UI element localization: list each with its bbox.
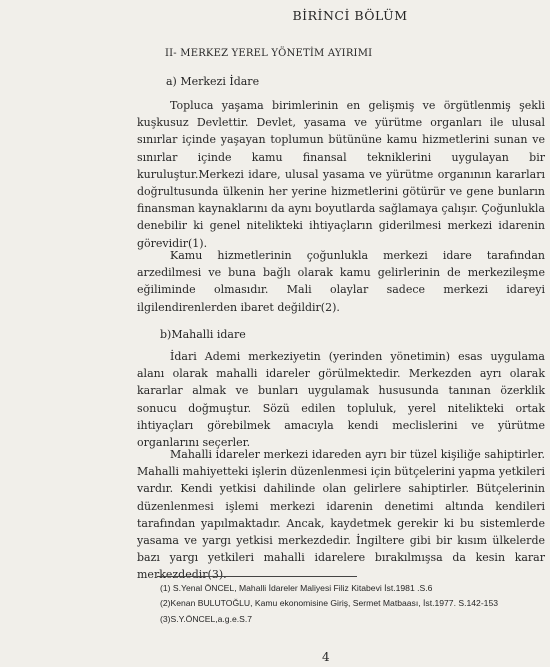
chapter-heading: BİRİNCİ BÖLÜM [292,8,408,23]
footnotes [160,581,545,627]
subsection-b-heading: b)Mahalli idare [160,328,246,341]
paragraph-4: Mahalli idareler merkezi idareden ayrı bir tüzel kişiliğe sahiptirler. Mahalli mahiyetteki işlerin düzenlenmesi için bütçelerini yapma yetkileri vardır. Kendi yetkisi dahilinde olan gelirlere sahiptirler. Bütçelerinin düzenlenmesi işlemi merkezi idarenin denetimi altında kendileri tarafından yapılmaktadır. Ancak, kaydetmek gerekir ki bu sistemlerde yasama ve yargı yetkisi merkezdedir. İngiltere gibi bir kısım ülkelerde bazı yargı yetkileri mahalli idarelere bırakılmışsa da kesin karar merkezdedir(3). [137,448,545,582]
footnote-3: (3)S.Y.ÖNCEL,a.g.e.S.7 [160,613,253,624]
paragraph-3: İdari Ademi merkeziyetin (yerinden yönetimin) esas uygulama alanı olarak mahalli idareler görülmektedir. Merkezden ayrı olarak kararlar almak ve bunları uygulamak hususunda tanınan özerklik sonucu doğmuştur. Sözü edilen topluluk, yerel nitelikteki ortak ihtiyaçları görebilmek amacıyla kendi meclislerini ve yürütme organlarını seçerler. [137,350,545,450]
footnote-2: (2)Kenan BULUTOĞLU, Kamu ekonomisine Giriş, Sermet Matbaası, İst.1977. S.142-153 [160,598,499,609]
paragraph-1: Topluca yaşama birimlerinin en gelişmiş ve örgütlenmiş şekli kuşkusuz Devlettir. Devlet, yasama ve yürütme organları ile ulusal sınırlar içinde yaşayan toplumun bütününe kamu hizmetlerini sunan ve sınırlar içinde kamu finansal tekniklerini uygulayan bir kuruluştur.Merkezi idare, ulusal yasama ve yürütme organının kararları doğrultusunda ülkenin her yerine hizmetlerini götürür ve gene bunların finansman kaynaklarını da aynı boyutlarda sağlamaya çalışır. Çoğunlukla denebilir ki genel nitelikteki ihtiyaçların giderilmesi merkezi idarenin görevidir(1). [137,99,545,250]
page-number: 4 [322,650,330,664]
footnote-1: (1) S.Yenal ÖNCEL, Mahalli İdareler Maliyesi Filiz Kitabevi İst.1981 .S.6 [160,583,433,593]
paragraph-2: Kamu hizmetlerinin çoğunlukla merkezi idare tarafından arzedilmesi ve buna bağlı olarak kamu gelirlerinin de merkezileşme eğiliminde olmasıdır. Mali olaylar sadece merkezi idareyi ilgilendirenlerden ibaret değildir(2). [137,249,545,314]
subsection-a-heading: a) Merkezi İdare [166,75,260,88]
footnote-divider [157,576,357,577]
section-title: II- MERKEZ YEREL YÖNETİM AYIRIMI [165,48,373,59]
